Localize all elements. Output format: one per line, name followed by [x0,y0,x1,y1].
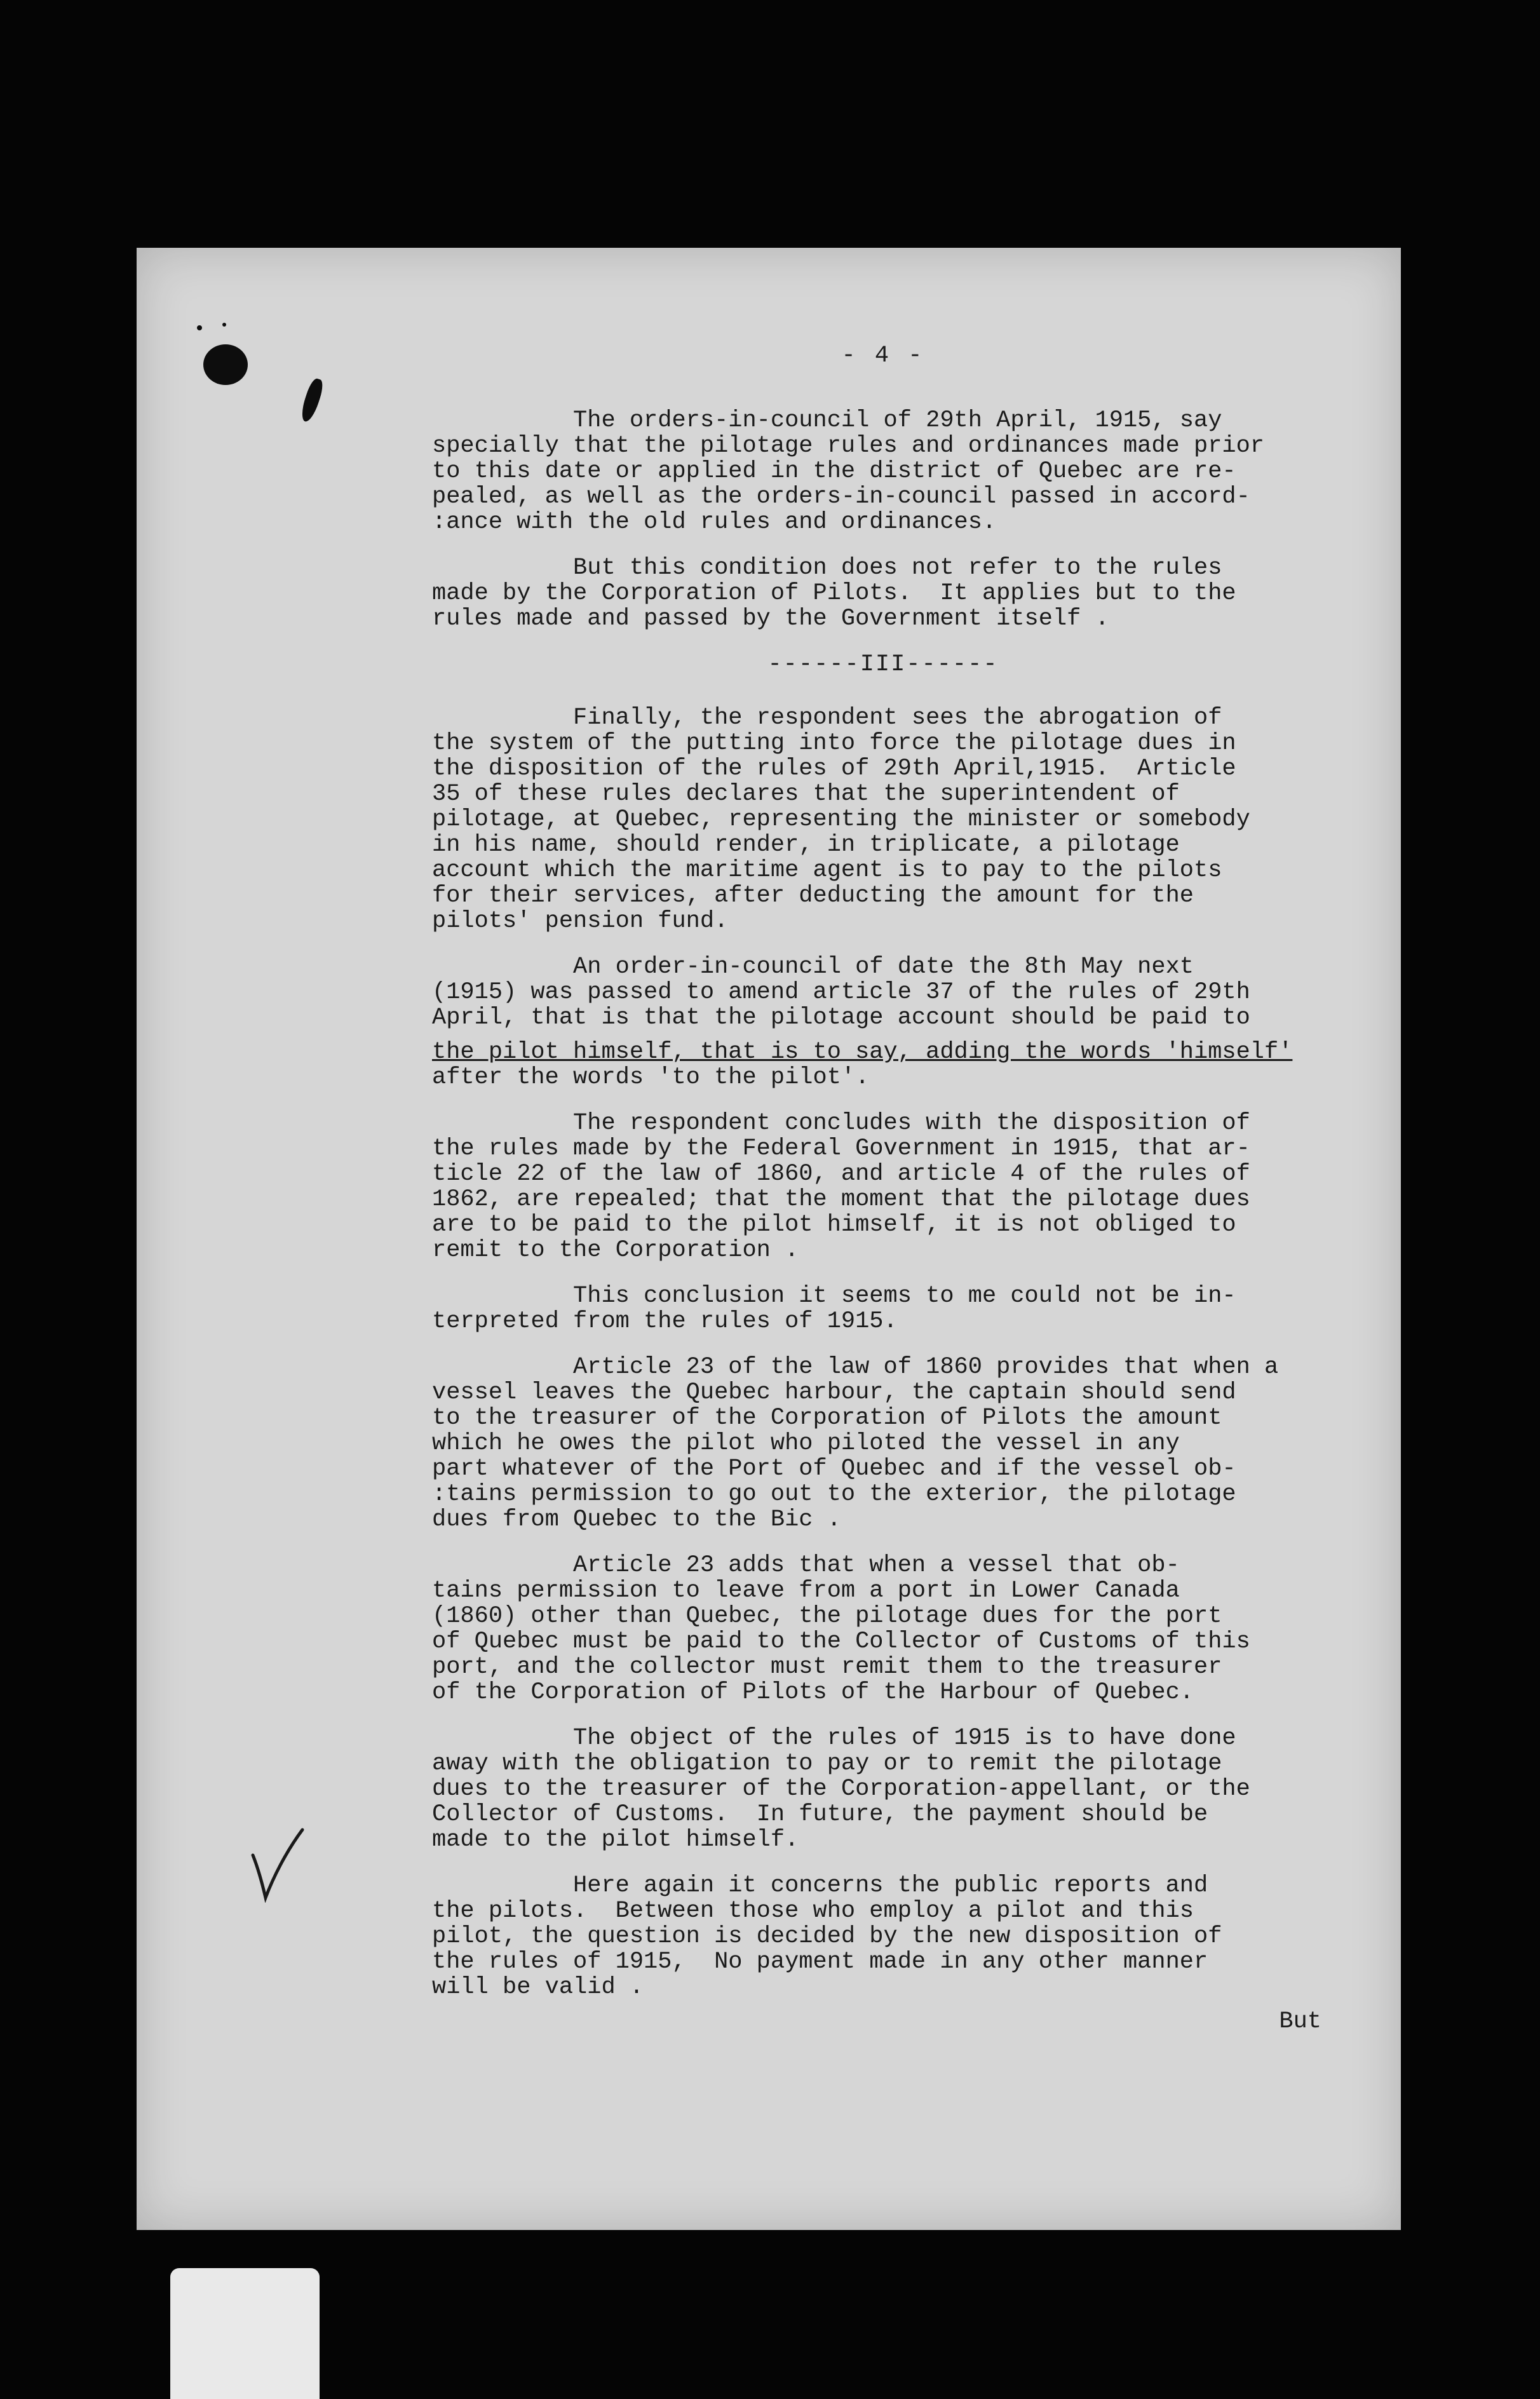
paragraph-public-reports [432,1873,1334,2000]
text-line: rules made and passed by the Government itself . [432,605,1109,632]
text-line: made by the Corporation of Pilots. It applies but to the [432,580,1236,607]
paragraph-object-of-rules [432,1726,1334,1853]
text-line: Here again it concerns the public reports and [432,1872,1208,1899]
microfilm-tab [170,2268,320,2399]
text-line: dues from Quebec to the Bic . [432,1506,841,1533]
text-line: which he owes the pilot who piloted the vessel in any [432,1430,1180,1457]
text-line: will be valid . [432,1974,644,2001]
text-line-underlined: the pilot himself, that is to say, adding the words 'himself' [432,1039,1293,1065]
text-line: dues to the treasurer of the Corporation-appellant, or the [432,1776,1250,1802]
text-line: after the words 'to the pilot'. [432,1064,870,1091]
text-line: the rules made by the Federal Government in 1915, that ar- [432,1135,1250,1162]
ink-stroke [299,377,326,423]
text-line: pilots' pension fund. [432,908,729,935]
text-line: away with the obligation to pay or to remit the pilotage [432,1750,1222,1777]
text-line: account which the maritime agent is to pay to the pilots [432,857,1222,884]
text-line: Article 23 adds that when a vessel that ob- [432,1552,1180,1579]
text-line: the disposition of the rules of 29th April,1915. Article [432,755,1236,782]
text-line: of Quebec must be paid to the Collector of Customs of this [432,1628,1250,1655]
text-line: tains permission to leave from a port in Lower Canada [432,1578,1180,1604]
paragraph-article-23-adds [432,1553,1334,1705]
text-line: (1915) was passed to amend article 37 of the rules of 29th [432,979,1250,1006]
text-line: port, and the collector must remit them to the treasurer [432,1654,1222,1680]
paragraph-abrogation [432,705,1334,934]
text-line: pilotage, at Quebec, representing the minister or somebody [432,806,1250,833]
text-line: The object of the rules of 1915 is to have done [432,1725,1236,1752]
ink-speck [197,325,202,330]
text-line: the rules of 1915, No payment made in any other manner [432,1949,1208,1975]
text-line: terpreted from the rules of 1915. [432,1308,898,1335]
paragraph-conclusion [432,1111,1334,1263]
text-line: the system of the putting into force the pilotage dues in [432,730,1236,757]
text-line: Collector of Customs. In future, the payment should be [432,1801,1208,1828]
text-line: are to be paid to the pilot himself, it is not obliged to [432,1212,1236,1238]
text-line: pealed, as well as the orders-in-council passed in accord- [432,483,1250,510]
text-line: :ance with the old rules and ordinances. [432,509,997,536]
paragraph-article-23 [432,1355,1334,1532]
text-line [432,1031,1334,1039]
text-line: This conclusion it seems to me could not be in- [432,1283,1236,1309]
paragraph-orders-in-council [432,408,1334,535]
text-line: vessel leaves the Quebec harbour, the captain should send [432,1379,1236,1406]
text-line: to this date or applied in the district of Quebec are re- [432,458,1236,485]
document-page [137,248,1401,2230]
typed-text [432,343,1334,2034]
page-number: - 4 - [841,342,925,369]
paragraph-condition [432,555,1334,632]
text-line: part whatever of the Port of Quebec and if the vessel ob- [432,1456,1236,1482]
text-line: of the Corporation of Pilots of the Harbour of Quebec. [432,1679,1194,1706]
text-line: to the treasurer of the Corporation of Pilots the amount [432,1405,1222,1431]
text-line: 35 of these rules declares that the superintendent of [432,781,1180,808]
text-line: remit to the Corporation . [432,1237,799,1264]
ink-blot [203,344,248,385]
text-line: But this condition does not refer to the rules [432,555,1222,581]
paragraph-amendment [432,954,1334,1090]
text-line: made to the pilot himself. [432,1827,799,1853]
catchword: But [1279,2008,1321,2035]
paragraph-interpretation [432,1283,1334,1334]
text-line: pilot, the question is decided by the new disposition of [432,1923,1222,1950]
text-line: specially that the pilotage rules and ordinances made prior [432,433,1265,459]
text-line: :tains permission to go out to the exterior, the pilotage [432,1481,1236,1508]
ink-speck [222,323,226,327]
handwritten-check-mark [248,1827,305,1903]
text-line: April, that is that the pilotage account should be paid to [432,1004,1250,1031]
text-line: the pilots. Between those who employ a pilot and this [432,1898,1194,1924]
text-line: The respondent concludes with the disposition of [432,1110,1250,1137]
text-line: ticle 22 of the law of 1860, and article 4 of the rules of [432,1161,1250,1187]
text-line: for their services, after deducting the amount for the [432,882,1194,909]
section-divider: ------III------ [767,651,999,678]
text-line: The orders-in-council of 29th April, 1915, say [432,407,1222,434]
text-line: 1862, are repealed; that the moment that the pilotage dues [432,1186,1250,1213]
text-line: in his name, should render, in triplicate, a pilotage [432,832,1180,858]
text-line: Finally, the respondent sees the abrogation of [432,705,1222,731]
text-line: (1860) other than Quebec, the pilotage dues for the port [432,1603,1222,1630]
text-line: An order-in-council of date the 8th May next [432,954,1194,980]
text-line: Article 23 of the law of 1860 provides that when a [432,1354,1279,1381]
